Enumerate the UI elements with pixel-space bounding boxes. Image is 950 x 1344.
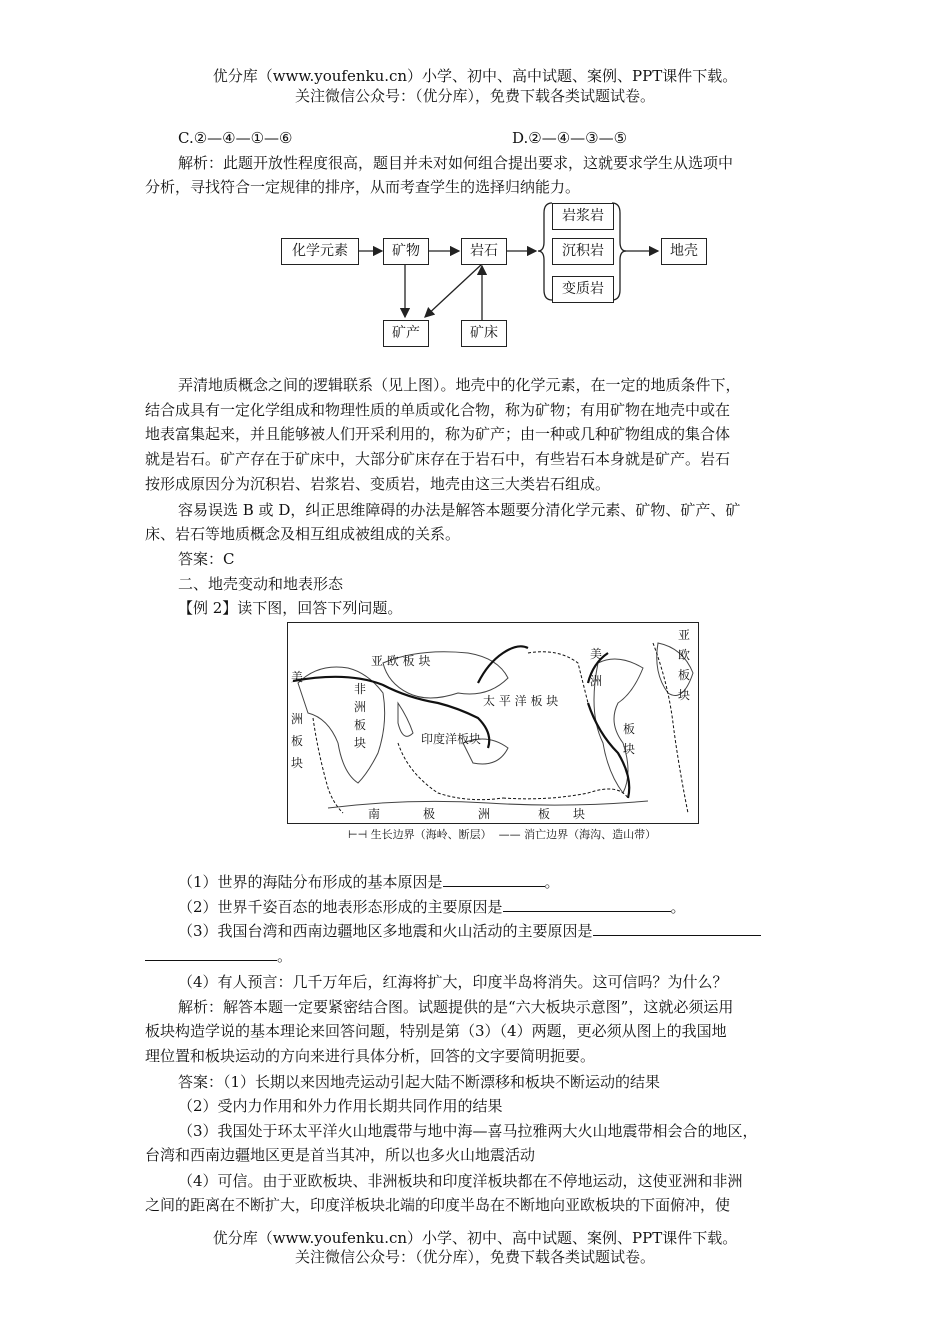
map-label-africa-1: 非: [354, 682, 367, 696]
map-label-eurasia: 亚 欧 板 块: [371, 654, 431, 668]
map-label-indo-australian: 印度洋板块: [421, 732, 482, 746]
map-label-america-right-4: 块: [623, 742, 636, 756]
map-label-africa-left-1: 洲: [291, 712, 304, 726]
question-4: （4）有人预言：几千万年后，红海将扩大，印度半岛将消失。这可信吗？为什么？: [178, 973, 728, 991]
plate-map: [287, 622, 699, 824]
node-mineral: 矿物: [383, 238, 429, 265]
node-crust: 地壳: [661, 238, 707, 265]
map-legend: [348, 826, 656, 842]
map-label-africa-left-3: 块: [291, 756, 304, 770]
analysis2-line3: 理位置和板块运动的方向来进行具体分析，回答的文字要简明扼要。: [145, 1047, 596, 1065]
section-title-2: 二、地壳变动和地表形态: [178, 575, 344, 593]
flowchart-arrows: [0, 0, 950, 360]
question-1: [178, 872, 560, 892]
answer-1: 答案：C: [178, 550, 235, 568]
map-label-america-right-1: 美: [590, 647, 603, 661]
legend-growth-label: 生长边界（海岭、断层）: [370, 828, 492, 841]
map-label-america-right-3: 板: [623, 722, 636, 736]
para1-line1: 弄清地质概念之间的逻辑联系（见上图）。地壳中的化学元素，在一定的地质条件下，: [178, 376, 741, 394]
legend-consumption-label: —— 消亡边界（海沟、造山带）: [498, 828, 657, 841]
map-label-antarctic-1: 南: [368, 807, 381, 821]
para1-line4: 就是岩石。矿产存在于矿床中，大部分矿床存在于岩石中，有些岩石本身就是矿产。岩石: [145, 450, 731, 468]
node-rock: 岩石: [461, 238, 507, 265]
map-label-africa-2: 洲: [354, 700, 367, 714]
analysis2-line1: 解析：解答本题一定要紧密结合图。试题提供的是“六大板块示意图”，这就必须运用: [178, 998, 734, 1016]
footer-line-1: 优分库（www.youfenku.cn）小学、初中、高中试题、案例、PPT课件下载。: [212, 1229, 738, 1247]
question-3-cont: [145, 946, 292, 966]
node-ore: 矿产: [383, 320, 429, 347]
question-2: [178, 897, 686, 917]
map-label-africa-3: 板: [354, 718, 367, 732]
map-label-eurasia-right-3: 板: [678, 668, 691, 682]
legend-growth-icon: ⊢⊣: [348, 828, 368, 841]
para1-line5: 按形成原因分为沉积岩、岩浆岩、变质岩，地壳由这三大类岩石组成。: [145, 475, 611, 493]
map-label-antarctic-4: 板: [538, 807, 551, 821]
question-3-text: （3）我国台湾和西南边疆地区多地震和火山活动的主要原因是: [178, 922, 593, 940]
map-label-africa-left-2: 板: [291, 734, 304, 748]
map-label-antarctic-3: 洲: [478, 807, 491, 821]
para1-line2: 结合成具有一定化学组成和物理性质的单质或化合物，称为矿物；有用矿物在地壳中或在: [145, 401, 731, 419]
option-c: C.②—④—①—⑥: [178, 129, 293, 147]
answer2-3b: 台湾和西南边疆地区更是首当其冲，所以也多火山地震活动: [145, 1146, 536, 1164]
map-label-eurasia-right-1: 亚: [678, 628, 691, 642]
answer2-4b: 之间的距离在不断扩大，印度洋板块北端的印度半岛在不断地向亚欧板块的下面俯冲，使: [145, 1196, 731, 1214]
map-label-eurasia-right-4: 块: [678, 688, 691, 702]
plate-map-drawing: [288, 623, 698, 823]
node-chemical-element: 化学元素: [281, 238, 359, 265]
map-label-america-right-2: 洲: [590, 674, 603, 688]
footer-line-2: 关注微信公众号：（优分库），免费下载各类试题试卷。: [294, 1248, 655, 1266]
question-1-text: （1）世界的海陆分布形成的基本原因是: [178, 873, 443, 891]
answer2-4a: （4）可信。由于亚欧板块、非洲板块和印度洋板块都在不停地运动，这使亚洲和非洲: [178, 1172, 743, 1190]
question-3-end: 。: [277, 947, 293, 965]
answer-blank-1[interactable]: [443, 872, 545, 887]
map-label-antarctic-5: 块: [573, 807, 586, 821]
node-metamorphic-rock: 变质岩: [552, 276, 614, 303]
map-label-africa-4: 块: [354, 736, 367, 750]
analysis1-line1: 解析：此题开放性程度很高，题目并未对如何组合提出要求，这就要求学生从选项中: [178, 154, 734, 172]
analysis1-line2: 分析，寻找符合一定规律的排序，从而考查学生的选择归纳能力。: [145, 178, 581, 196]
para2-line1: 容易误选 B 或 D，纠正思维障碍的办法是解答本题要分清化学元素、矿物、矿产、矿: [178, 501, 741, 519]
para1-line3: 地表富集起来，并且能够被人们开采利用的，称为矿产；由一种或几种矿物组成的集合体: [145, 425, 731, 443]
answer2-1: 答案：（1）长期以来因地壳运动引起大陆不断漂移和板块不断运动的结果: [178, 1073, 661, 1091]
question-2-text: （2）世界千姿百态的地表形态形成的主要原因是: [178, 898, 503, 916]
answer2-3a: （3）我国处于环太平洋火山地震带与地中海—喜马拉雅两大火山地震带相会合的地区，: [178, 1122, 758, 1140]
answer-blank-2[interactable]: [503, 897, 671, 912]
map-label-eurasia-right-2: 欧: [678, 648, 691, 662]
option-d: D.②—④—③—⑤: [512, 129, 628, 147]
node-igneous-rock: 岩浆岩: [552, 203, 614, 230]
answer-blank-3b[interactable]: [145, 946, 277, 961]
question-2-end: 。: [670, 898, 686, 916]
question-1-end: 。: [544, 873, 560, 891]
header-line-1: 优分库（www.youfenku.cn）小学、初中、高中试题、案例、PPT课件下载。: [212, 67, 738, 85]
answer-blank-3a[interactable]: [593, 921, 761, 936]
answer2-2: （2）受内力作用和外力作用长期共同作用的结果: [178, 1097, 503, 1115]
node-ore-deposit: 矿床: [461, 320, 507, 347]
map-label-antarctic-2: 极: [423, 807, 436, 821]
map-label-america-left: 美: [291, 670, 304, 684]
header-line-2: 关注微信公众号：（优分库），免费下载各类试题试卷。: [294, 87, 655, 105]
para2-line2: 床、岩石等地质概念及相互组成被组成的关系。: [145, 525, 461, 543]
node-sedimentary-rock: 沉积岩: [552, 238, 614, 265]
analysis2-line2: 板块构造学说的基本理论来回答问题，特别是第（3）（4）两题，更必须从图上的我国地: [145, 1022, 727, 1040]
example-2-title: 【例 2】读下图，回答下列问题。: [178, 599, 403, 617]
map-label-pacific: 太 平 洋 板 块: [483, 694, 559, 708]
question-3: [178, 921, 761, 941]
